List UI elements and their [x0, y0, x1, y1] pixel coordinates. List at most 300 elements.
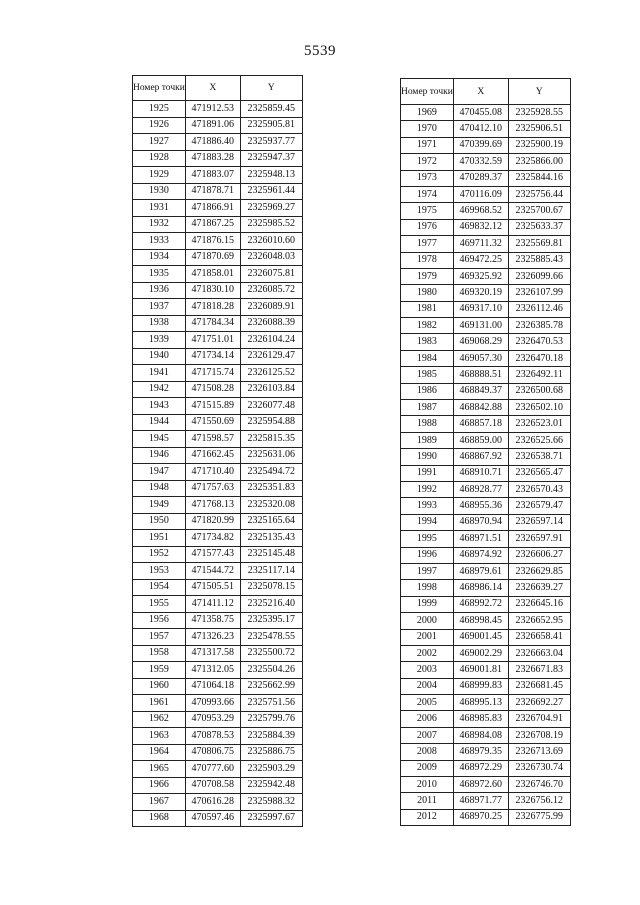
cell-x: 470399.69 [453, 137, 508, 153]
table-row [133, 480, 303, 497]
cell-x: 468995.13 [453, 695, 508, 711]
table-row [133, 629, 303, 646]
table-row [401, 137, 571, 153]
cell-x: 471866.91 [185, 200, 240, 217]
table-row [401, 285, 571, 301]
cell-point-number: 1938 [133, 315, 186, 332]
cell-x: 468910.71 [453, 465, 508, 481]
cell-y: 2326565.47 [508, 465, 570, 481]
table-row [401, 121, 571, 137]
table-row [401, 760, 571, 776]
table-row [133, 645, 303, 662]
cell-y: 2326470.53 [508, 334, 570, 350]
cell-point-number: 1995 [401, 531, 454, 547]
cell-x: 468857.18 [453, 416, 508, 432]
table-row [401, 301, 571, 317]
cell-x: 470116.09 [453, 186, 508, 202]
cell-x: 471883.07 [185, 167, 240, 184]
header-x: X [453, 79, 508, 105]
cell-x: 469002.29 [453, 645, 508, 661]
cell-y: 2326085.72 [240, 282, 302, 299]
table-row [133, 579, 303, 596]
cell-point-number: 1971 [401, 137, 454, 153]
table-row [401, 154, 571, 170]
cell-point-number: 1998 [401, 580, 454, 596]
table-row [401, 465, 571, 481]
cell-point-number: 1968 [133, 810, 186, 827]
cell-y: 2325756.44 [508, 186, 570, 202]
cell-point-number: 1942 [133, 381, 186, 398]
cell-x: 468842.88 [453, 400, 508, 416]
cell-point-number: 1984 [401, 350, 454, 366]
table-row [401, 400, 571, 416]
table-row [401, 383, 571, 399]
cell-x: 471820.99 [185, 513, 240, 530]
cell-y: 2325997.67 [240, 810, 302, 827]
table-row [401, 105, 571, 121]
cell-y: 2325662.99 [240, 678, 302, 695]
table-row [133, 761, 303, 778]
cell-point-number: 1925 [133, 101, 186, 118]
table-row [133, 167, 303, 184]
cell-point-number: 1980 [401, 285, 454, 301]
cell-point-number: 1983 [401, 334, 454, 350]
cell-point-number: 1957 [133, 629, 186, 646]
cell-y: 2325815.35 [240, 431, 302, 448]
cell-x: 468849.37 [453, 383, 508, 399]
cell-point-number: 1979 [401, 268, 454, 284]
cell-x: 471598.57 [185, 431, 240, 448]
table-row [401, 531, 571, 547]
cell-y: 2325569.81 [508, 236, 570, 252]
cell-point-number: 1937 [133, 299, 186, 316]
cell-point-number: 1990 [401, 449, 454, 465]
table-row [133, 777, 303, 794]
cell-point-number: 2004 [401, 678, 454, 694]
cell-x: 471064.18 [185, 678, 240, 695]
cell-point-number: 1961 [133, 695, 186, 712]
cell-y: 2325866.00 [508, 154, 570, 170]
cell-y: 2326470.18 [508, 350, 570, 366]
cell-point-number: 1960 [133, 678, 186, 695]
header-point-number: Номер точки [133, 76, 186, 101]
cell-x: 471886.40 [185, 134, 240, 151]
cell-x: 469317.10 [453, 301, 508, 317]
cell-point-number: 1933 [133, 233, 186, 250]
cell-point-number: 1928 [133, 150, 186, 167]
cell-point-number: 1939 [133, 332, 186, 349]
table-row [133, 728, 303, 745]
cell-x: 471784.34 [185, 315, 240, 332]
cell-x: 468867.92 [453, 449, 508, 465]
table-row [401, 793, 571, 809]
cell-point-number: 2002 [401, 645, 454, 661]
cell-point-number: 2007 [401, 727, 454, 743]
cell-y: 2325961.44 [240, 183, 302, 200]
header-point-number: Номер точки [401, 79, 454, 105]
table-row [401, 318, 571, 334]
cell-point-number: 1958 [133, 645, 186, 662]
cell-point-number: 1944 [133, 414, 186, 431]
table-row [401, 727, 571, 743]
cell-point-number: 1932 [133, 216, 186, 233]
cell-x: 469472.25 [453, 252, 508, 268]
cell-y: 2325903.29 [240, 761, 302, 778]
table-row [133, 596, 303, 613]
cell-point-number: 1926 [133, 117, 186, 134]
cell-y: 2326663.04 [508, 645, 570, 661]
cell-point-number: 2006 [401, 711, 454, 727]
cell-point-number: 1956 [133, 612, 186, 629]
cell-y: 2325942.48 [240, 777, 302, 794]
cell-x: 468955.36 [453, 498, 508, 514]
cell-y: 2326125.52 [240, 365, 302, 382]
table-row [133, 794, 303, 811]
table-row [133, 810, 303, 827]
table-row [401, 809, 571, 825]
cell-y: 2326639.27 [508, 580, 570, 596]
table-row [401, 236, 571, 252]
table-row [401, 596, 571, 612]
table-row [401, 186, 571, 202]
table-row [401, 547, 571, 563]
cell-y: 2325985.52 [240, 216, 302, 233]
table-row [133, 134, 303, 151]
cell-x: 471734.14 [185, 348, 240, 365]
cell-point-number: 1989 [401, 432, 454, 448]
table-row [401, 449, 571, 465]
cell-x: 471544.72 [185, 563, 240, 580]
cell-point-number: 2001 [401, 629, 454, 645]
cell-point-number: 1934 [133, 249, 186, 266]
cell-point-number: 1994 [401, 514, 454, 530]
cell-y: 2325886.75 [240, 744, 302, 761]
cell-point-number: 1941 [133, 365, 186, 382]
table-row [401, 481, 571, 497]
cell-point-number: 1964 [133, 744, 186, 761]
table-row [133, 662, 303, 679]
table-row [401, 662, 571, 678]
table-row [133, 101, 303, 118]
cell-point-number: 1974 [401, 186, 454, 202]
table-row [133, 612, 303, 629]
table-row [133, 348, 303, 365]
cell-x: 471876.15 [185, 233, 240, 250]
cell-x: 470708.58 [185, 777, 240, 794]
table-header-row [133, 76, 303, 101]
cell-point-number: 2003 [401, 662, 454, 678]
cell-x: 471550.69 [185, 414, 240, 431]
cell-y: 2326704.91 [508, 711, 570, 727]
cell-point-number: 1988 [401, 416, 454, 432]
cell-y: 2326671.83 [508, 662, 570, 678]
cell-y: 2325969.27 [240, 200, 302, 217]
cell-x: 469968.52 [453, 203, 508, 219]
cell-y: 2325905.81 [240, 117, 302, 134]
cell-x: 471662.45 [185, 447, 240, 464]
cell-point-number: 1967 [133, 794, 186, 811]
cell-x: 468971.51 [453, 531, 508, 547]
table-row [133, 282, 303, 299]
cell-y: 2325751.56 [240, 695, 302, 712]
cell-x: 468972.29 [453, 760, 508, 776]
cell-point-number: 1945 [133, 431, 186, 448]
table-row [133, 266, 303, 283]
table-row [401, 350, 571, 366]
header-y: Y [240, 76, 302, 101]
cell-x: 471358.75 [185, 612, 240, 629]
coordinates-table-right [400, 78, 571, 826]
cell-x: 471883.28 [185, 150, 240, 167]
cell-y: 2326492.11 [508, 367, 570, 383]
table-header-row [401, 79, 571, 105]
cell-y: 2325351.83 [240, 480, 302, 497]
cell-x: 470777.60 [185, 761, 240, 778]
cell-y: 2325859.45 [240, 101, 302, 118]
cell-point-number: 1949 [133, 497, 186, 514]
cell-y: 2326525.66 [508, 432, 570, 448]
cell-y: 2326597.14 [508, 514, 570, 530]
cell-point-number: 1985 [401, 367, 454, 383]
table-row [401, 580, 571, 596]
cell-y: 2325948.13 [240, 167, 302, 184]
cell-point-number: 1951 [133, 530, 186, 547]
cell-point-number: 1929 [133, 167, 186, 184]
table-row [401, 219, 571, 235]
cell-y: 2326730.74 [508, 760, 570, 776]
cell-y: 2325884.39 [240, 728, 302, 745]
table-row [401, 645, 571, 661]
cell-y: 2325478.55 [240, 629, 302, 646]
table-row [133, 447, 303, 464]
cell-x: 471515.89 [185, 398, 240, 415]
cell-point-number: 1966 [133, 777, 186, 794]
cell-x: 469001.81 [453, 662, 508, 678]
cell-point-number: 1991 [401, 465, 454, 481]
cell-y: 2325494.72 [240, 464, 302, 481]
cell-point-number: 1986 [401, 383, 454, 399]
cell-x: 468971.77 [453, 793, 508, 809]
cell-point-number: 1973 [401, 170, 454, 186]
cell-point-number: 1963 [133, 728, 186, 745]
cell-point-number: 1935 [133, 266, 186, 283]
cell-y: 2325504.26 [240, 662, 302, 679]
cell-y: 2325216.40 [240, 596, 302, 613]
cell-x: 470332.59 [453, 154, 508, 170]
table-row [133, 563, 303, 580]
cell-point-number: 1936 [133, 282, 186, 299]
cell-y: 2325165.64 [240, 513, 302, 530]
cell-y: 2326104.24 [240, 332, 302, 349]
cell-point-number: 1993 [401, 498, 454, 514]
cell-y: 2326645.16 [508, 596, 570, 612]
cell-x: 471505.51 [185, 579, 240, 596]
cell-x: 468888.51 [453, 367, 508, 383]
cell-point-number: 1948 [133, 480, 186, 497]
cell-point-number: 1959 [133, 662, 186, 679]
cell-point-number: 1927 [133, 134, 186, 151]
table-row [133, 431, 303, 448]
cell-point-number: 1953 [133, 563, 186, 580]
cell-point-number: 2011 [401, 793, 454, 809]
cell-x: 471751.01 [185, 332, 240, 349]
cell-x: 471757.63 [185, 480, 240, 497]
cell-x: 470289.37 [453, 170, 508, 186]
cell-y: 2326692.27 [508, 695, 570, 711]
cell-y: 2326681.45 [508, 678, 570, 694]
cell-point-number: 1946 [133, 447, 186, 464]
cell-x: 470993.66 [185, 695, 240, 712]
cell-x: 471768.13 [185, 497, 240, 514]
cell-y: 2325631.06 [240, 447, 302, 464]
cell-y: 2326099.66 [508, 268, 570, 284]
cell-x: 469320.19 [453, 285, 508, 301]
table-row [133, 381, 303, 398]
cell-x: 470878.53 [185, 728, 240, 745]
cell-x: 468970.25 [453, 809, 508, 825]
cell-point-number: 1940 [133, 348, 186, 365]
cell-y: 2325947.37 [240, 150, 302, 167]
cell-x: 468970.94 [453, 514, 508, 530]
cell-y: 2326538.71 [508, 449, 570, 465]
cell-y: 2326597.91 [508, 531, 570, 547]
table-row [133, 315, 303, 332]
cell-y: 2325988.32 [240, 794, 302, 811]
cell-y: 2325135.43 [240, 530, 302, 547]
cell-x: 469068.29 [453, 334, 508, 350]
cell-point-number: 1987 [401, 400, 454, 416]
cell-y: 2326129.47 [240, 348, 302, 365]
table-row [401, 711, 571, 727]
cell-x: 471734.82 [185, 530, 240, 547]
cell-x: 471867.25 [185, 216, 240, 233]
cell-x: 471312.05 [185, 662, 240, 679]
cell-y: 2326107.99 [508, 285, 570, 301]
cell-point-number: 2009 [401, 760, 454, 776]
cell-x: 470412.10 [453, 121, 508, 137]
cell-x: 470597.46 [185, 810, 240, 827]
cell-x: 471891.06 [185, 117, 240, 134]
cell-point-number: 2005 [401, 695, 454, 711]
cell-y: 2325844.16 [508, 170, 570, 186]
table-row [133, 711, 303, 728]
table-row [133, 744, 303, 761]
cell-y: 2325885.43 [508, 252, 570, 268]
table-row [133, 695, 303, 712]
table-row [401, 416, 571, 432]
table-row [401, 629, 571, 645]
cell-point-number: 1955 [133, 596, 186, 613]
table-row [401, 203, 571, 219]
cell-y: 2325117.14 [240, 563, 302, 580]
cell-point-number: 1999 [401, 596, 454, 612]
cell-point-number: 1982 [401, 318, 454, 334]
cell-x: 468992.72 [453, 596, 508, 612]
cell-y: 2325937.77 [240, 134, 302, 151]
cell-x: 469325.92 [453, 268, 508, 284]
cell-point-number: 1950 [133, 513, 186, 530]
cell-y: 2325700.67 [508, 203, 570, 219]
cell-x: 470953.29 [185, 711, 240, 728]
coordinates-table-left [132, 75, 303, 827]
cell-y: 2325145.48 [240, 546, 302, 563]
cell-x: 470455.08 [453, 105, 508, 121]
header-x: X [185, 76, 240, 101]
cell-x: 471858.01 [185, 266, 240, 283]
cell-x: 471878.71 [185, 183, 240, 200]
cell-y: 2326629.85 [508, 563, 570, 579]
cell-point-number: 1952 [133, 546, 186, 563]
cell-point-number: 1943 [133, 398, 186, 415]
cell-point-number: 1976 [401, 219, 454, 235]
table-row [401, 613, 571, 629]
cell-y: 2325928.55 [508, 105, 570, 121]
cell-point-number: 1930 [133, 183, 186, 200]
cell-point-number: 2008 [401, 744, 454, 760]
table-row [133, 398, 303, 415]
cell-point-number: 2012 [401, 809, 454, 825]
cell-y: 2326523.01 [508, 416, 570, 432]
cell-x: 470616.28 [185, 794, 240, 811]
table-row [133, 414, 303, 431]
cell-point-number: 1962 [133, 711, 186, 728]
table-row [133, 233, 303, 250]
cell-x: 468928.77 [453, 481, 508, 497]
table-row [401, 678, 571, 694]
cell-x: 471317.58 [185, 645, 240, 662]
cell-x: 468985.83 [453, 711, 508, 727]
page-number: 5539 [304, 43, 336, 59]
cell-y: 2325900.19 [508, 137, 570, 153]
cell-point-number: 1977 [401, 236, 454, 252]
cell-point-number: 1969 [401, 105, 454, 121]
table-row [401, 268, 571, 284]
cell-y: 2326570.43 [508, 481, 570, 497]
cell-point-number: 1978 [401, 252, 454, 268]
cell-point-number: 1981 [401, 301, 454, 317]
cell-x: 469131.00 [453, 318, 508, 334]
table-row [401, 514, 571, 530]
table-row [133, 497, 303, 514]
table-row [133, 546, 303, 563]
table-row [401, 744, 571, 760]
table-row [401, 432, 571, 448]
table-row [133, 365, 303, 382]
table-row [133, 249, 303, 266]
cell-y: 2325500.72 [240, 645, 302, 662]
cell-point-number: 1996 [401, 547, 454, 563]
cell-y: 2326077.48 [240, 398, 302, 415]
table-row [401, 367, 571, 383]
cell-x: 468979.61 [453, 563, 508, 579]
cell-x: 468974.92 [453, 547, 508, 563]
cell-y: 2326088.39 [240, 315, 302, 332]
cell-y: 2326746.70 [508, 777, 570, 793]
table-row [401, 563, 571, 579]
cell-y: 2325954.88 [240, 414, 302, 431]
table-row [401, 334, 571, 350]
cell-y: 2326048.03 [240, 249, 302, 266]
cell-point-number: 1992 [401, 481, 454, 497]
cell-y: 2325395.17 [240, 612, 302, 629]
table-row [133, 530, 303, 547]
table-row [133, 299, 303, 316]
cell-y: 2326756.12 [508, 793, 570, 809]
cell-y: 2326112.46 [508, 301, 570, 317]
cell-x: 471912.53 [185, 101, 240, 118]
cell-y: 2326103.84 [240, 381, 302, 398]
cell-x: 468859.00 [453, 432, 508, 448]
